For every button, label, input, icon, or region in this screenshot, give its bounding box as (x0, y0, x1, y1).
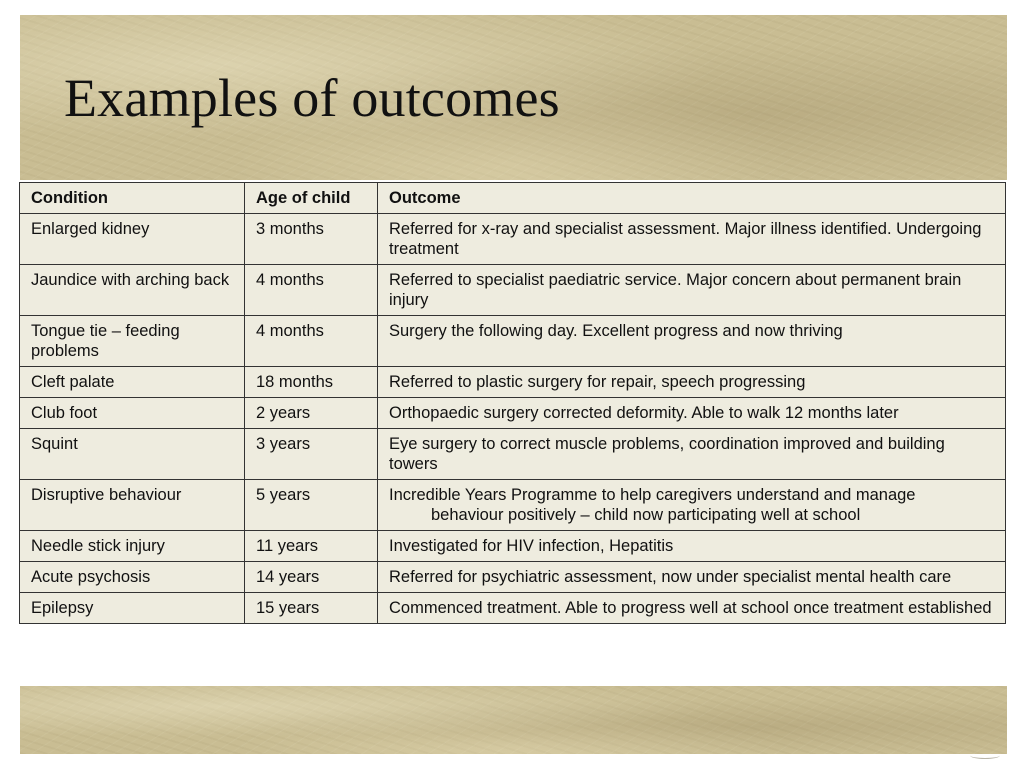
cell-age: 2 years (245, 398, 378, 429)
outcome-line-indented: behaviour positively – child now participating well at school (431, 506, 861, 524)
outcome-line-first: Incredible Years Programme to help caregivers understand and manage (389, 486, 916, 504)
cell-age: 11 years (245, 531, 378, 562)
table-row (20, 367, 1006, 398)
slide-title: Examples of outcomes (64, 68, 560, 128)
cell-outcome: Surgery the following day. Excellent progress and now thriving (378, 316, 1006, 367)
cell-age: 14 years (245, 562, 378, 593)
table-row (20, 531, 1006, 562)
cell-condition: Enlarged kidney (20, 214, 245, 265)
cell-age: 4 months (245, 265, 378, 316)
cell-condition: Acute psychosis (20, 562, 245, 593)
outcomes-table (19, 182, 1006, 624)
cell-outcome: Investigated for HIV infection, Hepatitis (378, 531, 1006, 562)
cell-outcome: Commenced treatment. Able to progress well at school once treatment established (378, 593, 1006, 624)
cell-condition: Epilepsy (20, 593, 245, 624)
cell-condition: Cleft palate (20, 367, 245, 398)
table-row (20, 214, 1006, 265)
cell-outcome: Referred to plastic surgery for repair, speech progressing (378, 367, 1006, 398)
cell-age: 3 months (245, 214, 378, 265)
cell-outcome: Referred for psychiatric assessment, now under specialist mental health care (378, 562, 1006, 593)
cell-condition: Club foot (20, 398, 245, 429)
cell-age: 3 years (245, 429, 378, 480)
decorative-mark (970, 752, 1000, 759)
cell-outcome: Eye surgery to correct muscle problems, coordination improved and building towers (378, 429, 1006, 480)
cell-age: 18 months (245, 367, 378, 398)
footer-background (20, 686, 1007, 754)
cell-condition: Squint (20, 429, 245, 480)
cell-outcome: Orthopaedic surgery corrected deformity. Able to walk 12 months later (378, 398, 1006, 429)
cell-outcome (378, 480, 1006, 531)
table-row (20, 316, 1006, 367)
cell-condition: Tongue tie – feeding problems (20, 316, 245, 367)
cell-condition: Needle stick injury (20, 531, 245, 562)
table-row (20, 593, 1006, 624)
table-row (20, 429, 1006, 480)
cell-outcome: Referred to specialist paediatric service. Major concern about permanent brain injury (378, 265, 1006, 316)
cell-condition: Jaundice with arching back (20, 265, 245, 316)
table-header-row (20, 183, 1006, 214)
table-row (20, 562, 1006, 593)
outcomes-table-container (19, 182, 1005, 624)
table-row (20, 480, 1006, 531)
cell-age: 5 years (245, 480, 378, 531)
header-condition: Condition (20, 183, 245, 214)
cell-outcome: Referred for x-ray and specialist assessment. Major illness identified. Undergoing treatment (378, 214, 1006, 265)
cell-condition: Disruptive behaviour (20, 480, 245, 531)
header-outcome: Outcome (378, 183, 1006, 214)
cell-age: 15 years (245, 593, 378, 624)
cell-age: 4 months (245, 316, 378, 367)
table-row (20, 265, 1006, 316)
header-age: Age of child (245, 183, 378, 214)
table-row (20, 398, 1006, 429)
